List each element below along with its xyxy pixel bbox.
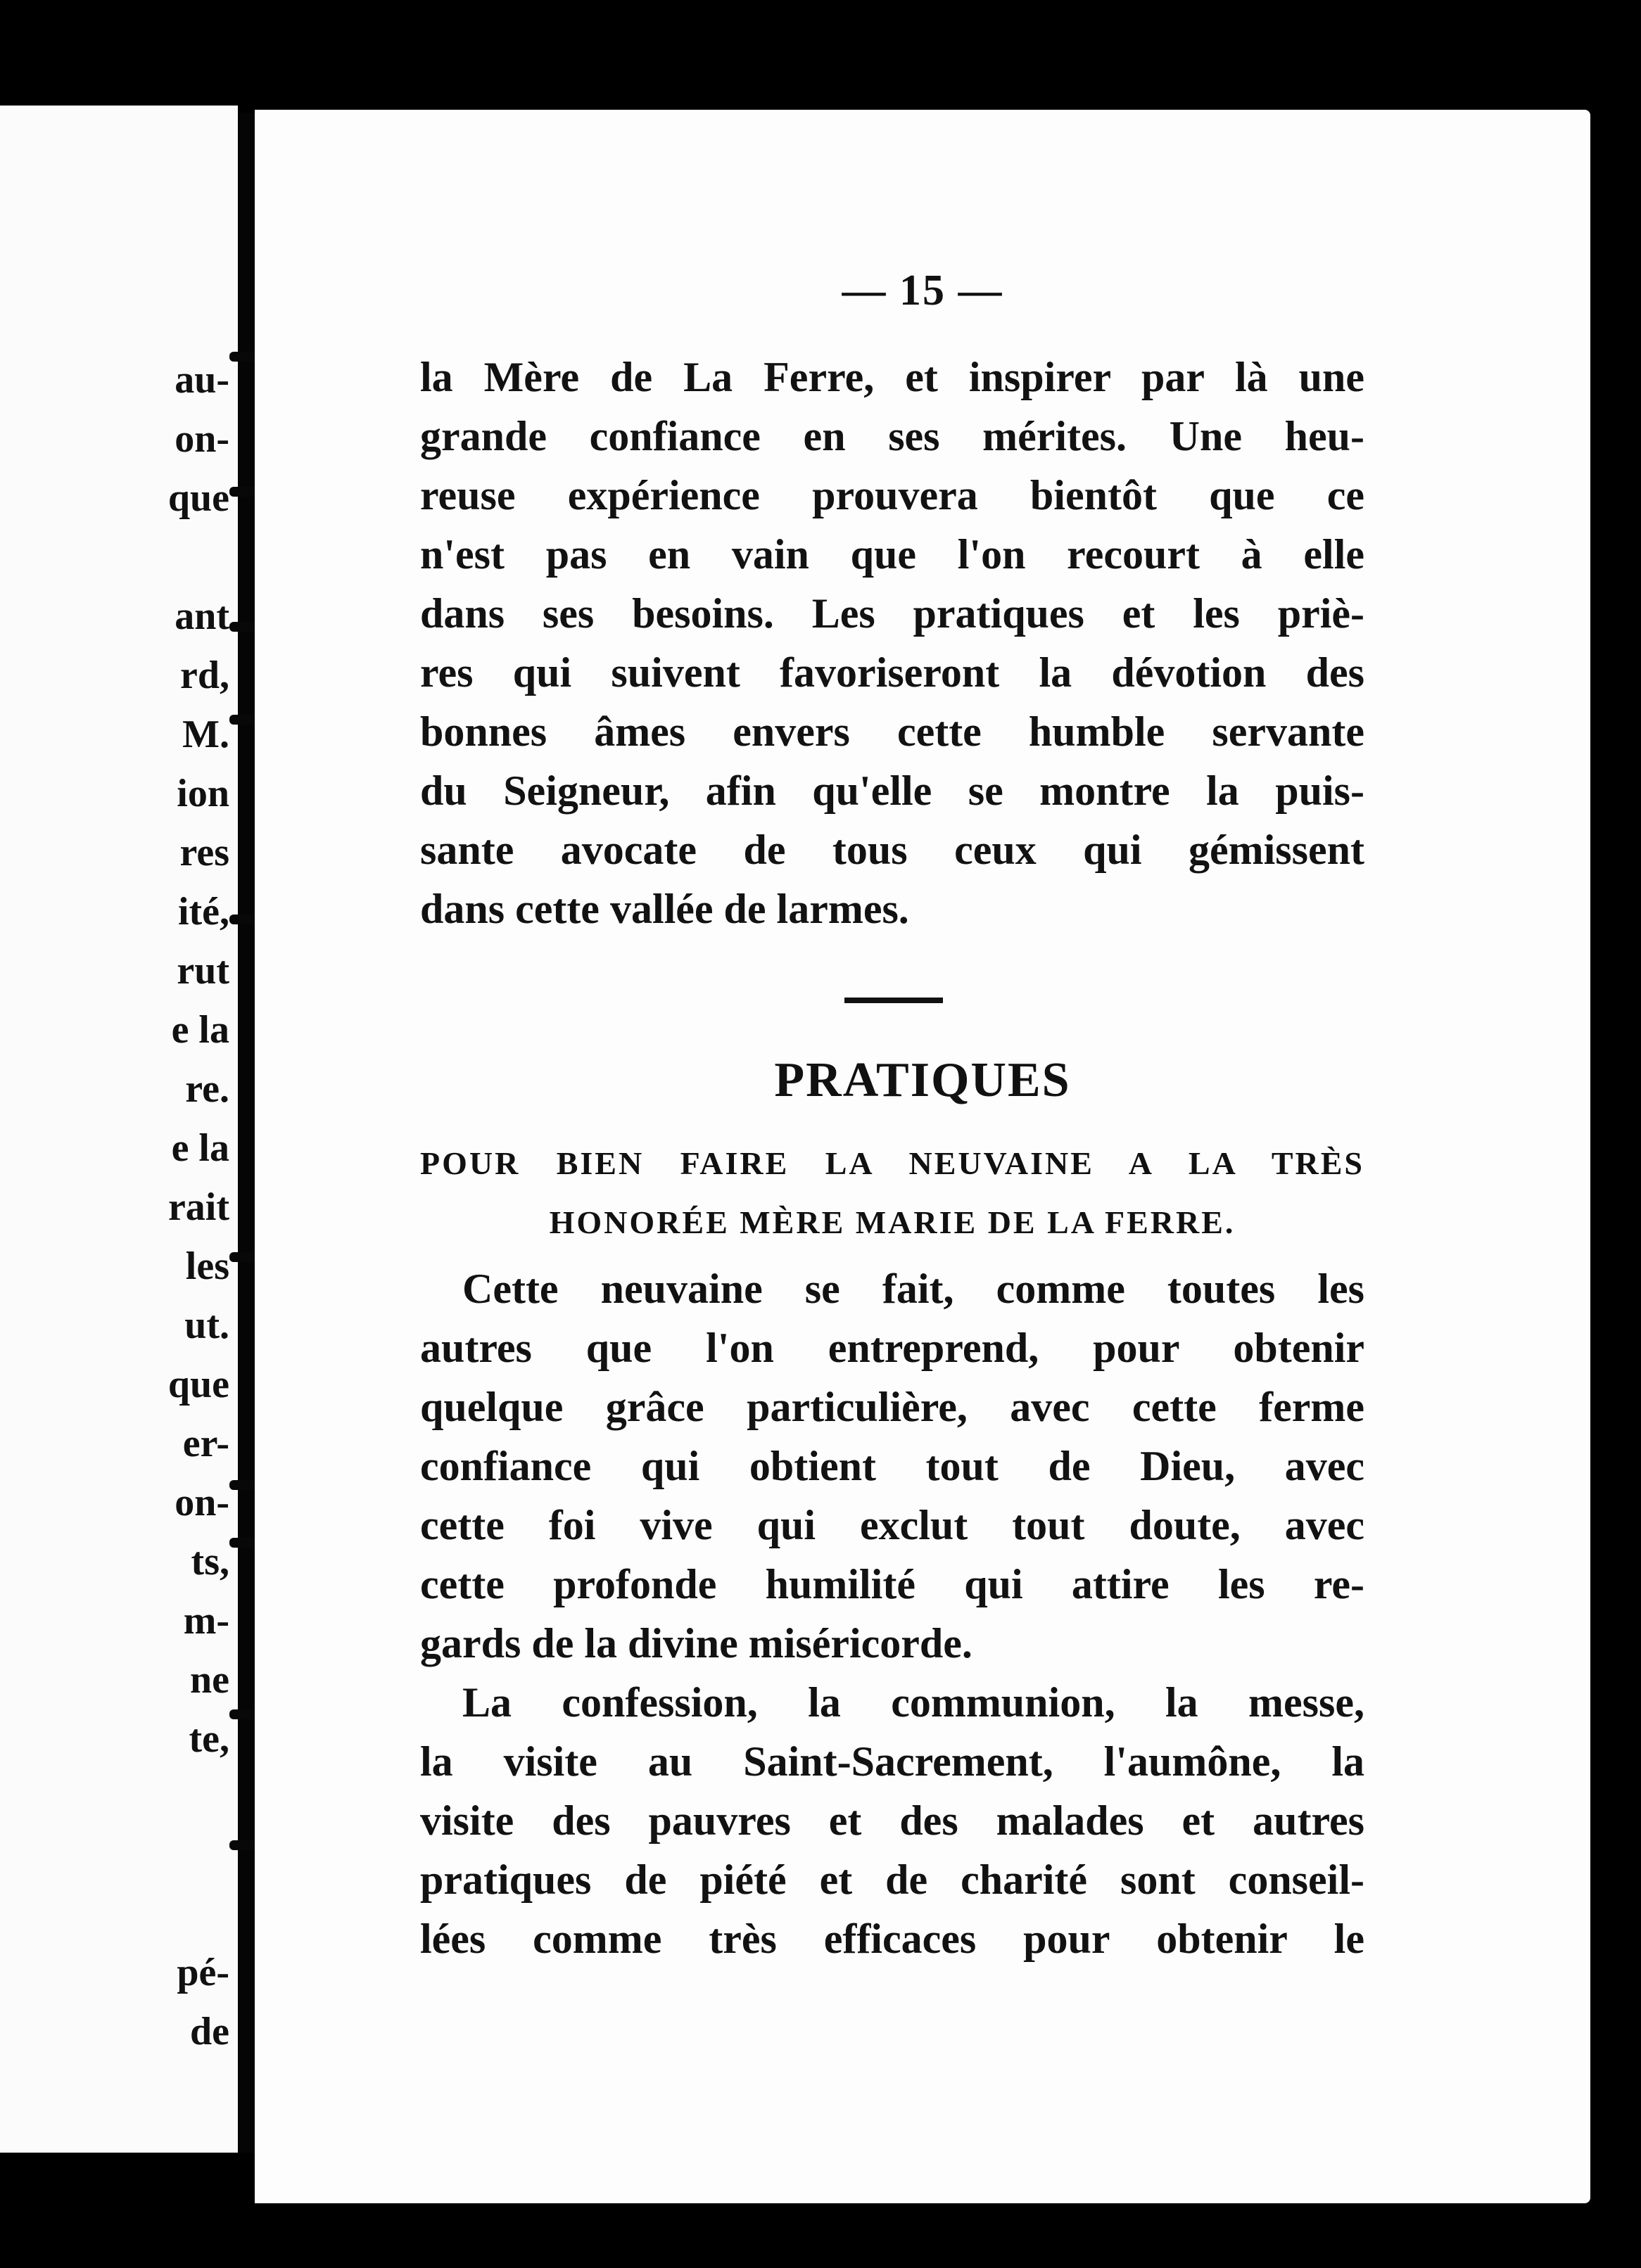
text-line: grande confiance en ses mérites. Une heu- (420, 413, 1364, 459)
left-page-fragment: ts, (191, 1540, 229, 1584)
left-page-fragment: er- (182, 1422, 229, 1465)
left-page-fragment: ant (175, 594, 229, 638)
left-page-fragment: que (167, 1363, 229, 1406)
text-line: n'est pas en vain que l'on recourt à elle (420, 531, 1364, 578)
left-page-fragment: e la (171, 1008, 229, 1052)
left-page-fragment: de (190, 2010, 229, 2053)
section-subheading (420, 1134, 1364, 1252)
left-page-fragment: re. (185, 1067, 229, 1111)
section-divider (844, 998, 943, 1003)
text-line: sante avocate de tous ceux qui gémissent (420, 827, 1364, 873)
text-line: cette profonde humilité qui attire les re- (420, 1561, 1364, 1607)
text-line: autres que l'on entreprend, pour obtenir (420, 1325, 1364, 1371)
text-line: quelque grâce particulière, avec cette ferme (420, 1384, 1364, 1430)
paragraph-continuation (420, 348, 1364, 938)
text-line: pratiques de piété et de charité sont conseil- (420, 1856, 1364, 1903)
page-number: — 15 — (842, 267, 1003, 314)
text-line: reuse expérience prouvera bientôt que ce (420, 472, 1364, 518)
text-line: cette foi vive qui exclut tout doute, avec (420, 1502, 1364, 1548)
text-line: confiance qui obtient tout de Dieu, avec (420, 1443, 1364, 1489)
paragraph-neuvaine (420, 1259, 1364, 1673)
left-page-fragment: ne (190, 1658, 229, 1702)
subheading-line: HONORÉE MÈRE MARIE DE LA FERRE. (549, 1204, 1236, 1240)
left-page-fragment: que (167, 476, 229, 520)
left-page-fragment: les (185, 1244, 229, 1288)
text-line: dans ses besoins. Les pratiques et les priè- (420, 590, 1364, 637)
text-line: res qui suivent favoriseront la dévotion des (420, 649, 1364, 696)
text-line: du Seigneur, afin qu'elle se montre la puis- (420, 767, 1364, 814)
left-page-fragment: m- (183, 1599, 229, 1643)
left-page-fragment: res (179, 831, 229, 874)
left-page-fragment: pé- (177, 1951, 229, 1994)
left-page-fragment: on- (175, 417, 229, 461)
text-line: lées comme très efficaces pour obtenir le (420, 1916, 1364, 1962)
text-line: la Mère de La Ferre, et inspirer par là une (420, 354, 1364, 400)
book-page (255, 110, 1590, 2203)
subheading-line: POUR BIEN FAIRE LA NEUVAINE A LA TRÈS (420, 1145, 1364, 1181)
left-page-fragment: rd, (180, 654, 229, 697)
left-page-fragment: ion (177, 772, 229, 815)
text-line: bonnes âmes envers cette humble servante (420, 708, 1364, 755)
left-page (0, 106, 238, 2153)
paragraph-pratiques (420, 1673, 1364, 1968)
left-page-fragment: rait (167, 1185, 229, 1229)
left-page-fragment: M. (182, 713, 229, 756)
left-page-fragment: on- (175, 1481, 229, 1524)
left-page-fragment: ut. (184, 1304, 229, 1347)
text-line: dans cette vallée de larmes. (420, 886, 909, 932)
section-heading: PRATIQUES (774, 1053, 1071, 1107)
text-line: la visite au Saint-Sacrement, l'aumône, la (420, 1738, 1364, 1785)
left-page-fragment: au- (175, 358, 229, 402)
left-page-fragment: ité, (177, 890, 229, 934)
left-page-fragment: e la (171, 1126, 229, 1170)
text-line: gards de la divine miséricorde. (420, 1620, 972, 1667)
text-line: Cette neuvaine se fait, comme toutes les (462, 1266, 1364, 1312)
left-page-fragment: rut (177, 949, 229, 993)
text-line: La confession, la communion, la messe, (462, 1679, 1364, 1726)
left-page-fragment: te, (189, 1717, 229, 1761)
text-line: visite des pauvres et des malades et autres (420, 1797, 1364, 1844)
